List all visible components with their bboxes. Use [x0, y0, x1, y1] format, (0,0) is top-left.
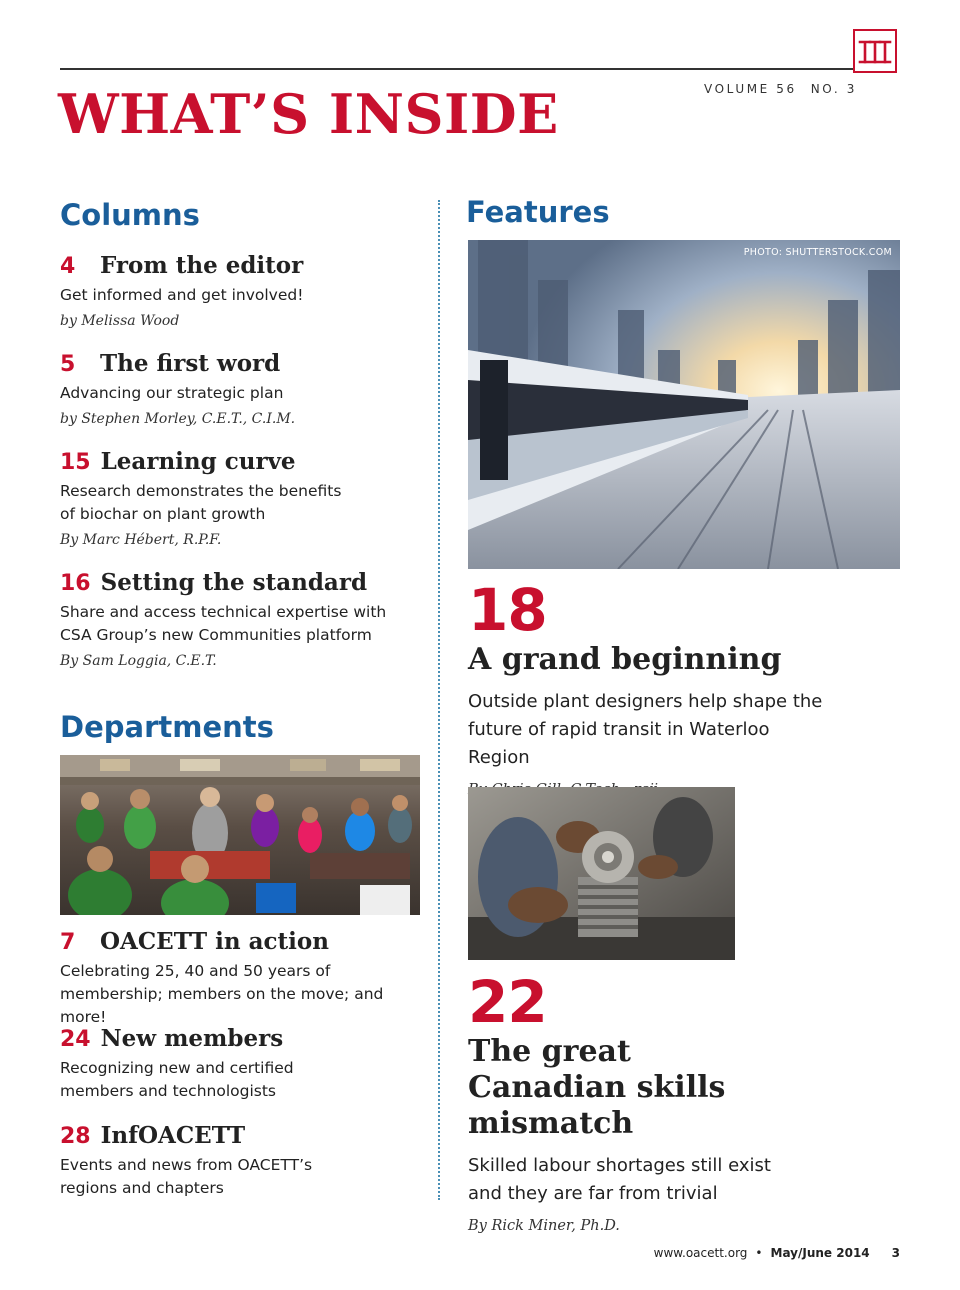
- footer-separator: •: [755, 1246, 763, 1260]
- column-entry-setting-standard[interactable]: [60, 569, 400, 671]
- entry-page-number: 7: [60, 930, 76, 955]
- entry-title: Setting the standard: [100, 569, 368, 596]
- departments-photo-crowd: [60, 755, 420, 915]
- page-footer: [654, 1246, 900, 1260]
- entry-title: InfOACETT: [100, 1122, 246, 1149]
- entry-byline: by Melissa Wood: [60, 313, 180, 329]
- entry-description: Get informed and get involved!: [60, 286, 304, 304]
- entry-description: Celebrating 25, 40 and 50 years of membership; members on the move; and more!: [60, 962, 384, 1026]
- volume-info: [704, 82, 857, 96]
- column-entry-learning-curve[interactable]: [60, 448, 360, 550]
- feature-description: Skilled labour shortages still exist and they are far from trivial: [468, 1155, 771, 1204]
- entry-title: New members: [100, 1025, 284, 1052]
- department-entry-new-members[interactable]: [60, 1025, 310, 1103]
- entry-title: Learning curve: [100, 448, 296, 475]
- entry-byline: By Sam Loggia, C.E.T.: [60, 653, 217, 669]
- page-title: WHAT’S INSIDE: [58, 82, 559, 146]
- feature-title: The great Canadian skills mismatch: [468, 1034, 726, 1141]
- feature-entry-grand-beginning[interactable]: [468, 576, 908, 800]
- entry-page-number: 15: [60, 450, 91, 475]
- columns-heading: Columns: [60, 198, 200, 232]
- features-heading: Features: [466, 195, 610, 229]
- departments-heading: Departments: [60, 710, 274, 744]
- feature-photo-train: [468, 240, 900, 569]
- photo-credit: PHOTO: SHUTTERSTOCK.COM: [743, 247, 892, 258]
- feature-description: Outside plant designers help shape the future of rapid transit in Waterloo Region: [468, 691, 823, 768]
- department-entry-infoacett[interactable]: [60, 1122, 320, 1200]
- volume-label: VOLUME 56: [704, 82, 797, 96]
- entry-title: From the editor: [100, 252, 304, 279]
- department-entry-oacett-action[interactable]: [60, 928, 430, 1029]
- entry-page-number: 5: [60, 352, 76, 377]
- footer-page-number: 3: [891, 1246, 900, 1260]
- entry-page-number: 4: [60, 254, 76, 279]
- feature-page-number: 22: [468, 968, 547, 1036]
- entry-title: The first word: [100, 350, 281, 377]
- column-divider: [438, 200, 440, 1200]
- entry-description: Events and news from OACETT’s regions and chapters: [60, 1156, 313, 1197]
- feature-page-number: 18: [468, 576, 547, 644]
- entry-page-number: 24: [60, 1027, 91, 1052]
- issue-number: NO. 3: [810, 82, 857, 96]
- feature-title: A grand beginning: [468, 642, 782, 677]
- column-entry-first-word[interactable]: [60, 350, 430, 429]
- column-entry-editor[interactable]: [60, 252, 430, 331]
- footer-url[interactable]: www.oacett.org: [653, 1246, 748, 1260]
- feature-byline: By Rick Miner, Ph.D.: [468, 1218, 620, 1234]
- entry-description: Advancing our strategic plan: [60, 384, 284, 402]
- entry-byline: by Stephen Morley, C.E.T., C.I.M.: [60, 411, 296, 427]
- ttt-logo-icon: [853, 29, 897, 73]
- entry-description: Share and access technical expertise with CSA Group’s new Communities platform: [60, 603, 387, 644]
- entry-description: Recognizing new and certified members and technologists: [60, 1059, 294, 1100]
- entry-byline: By Marc Hébert, R.P.F.: [60, 532, 222, 548]
- entry-page-number: 16: [60, 571, 91, 596]
- entry-page-number: 28: [60, 1124, 91, 1149]
- header-rule: [60, 68, 853, 70]
- feature-entry-skills-mismatch[interactable]: [468, 968, 908, 1236]
- feature-photo-gloved-hands: [468, 787, 735, 960]
- entry-title: OACETT in action: [100, 928, 329, 955]
- footer-issue: May/June 2014: [770, 1246, 870, 1260]
- entry-description: Research demonstrates the benefits of biochar on plant growth: [60, 482, 342, 523]
